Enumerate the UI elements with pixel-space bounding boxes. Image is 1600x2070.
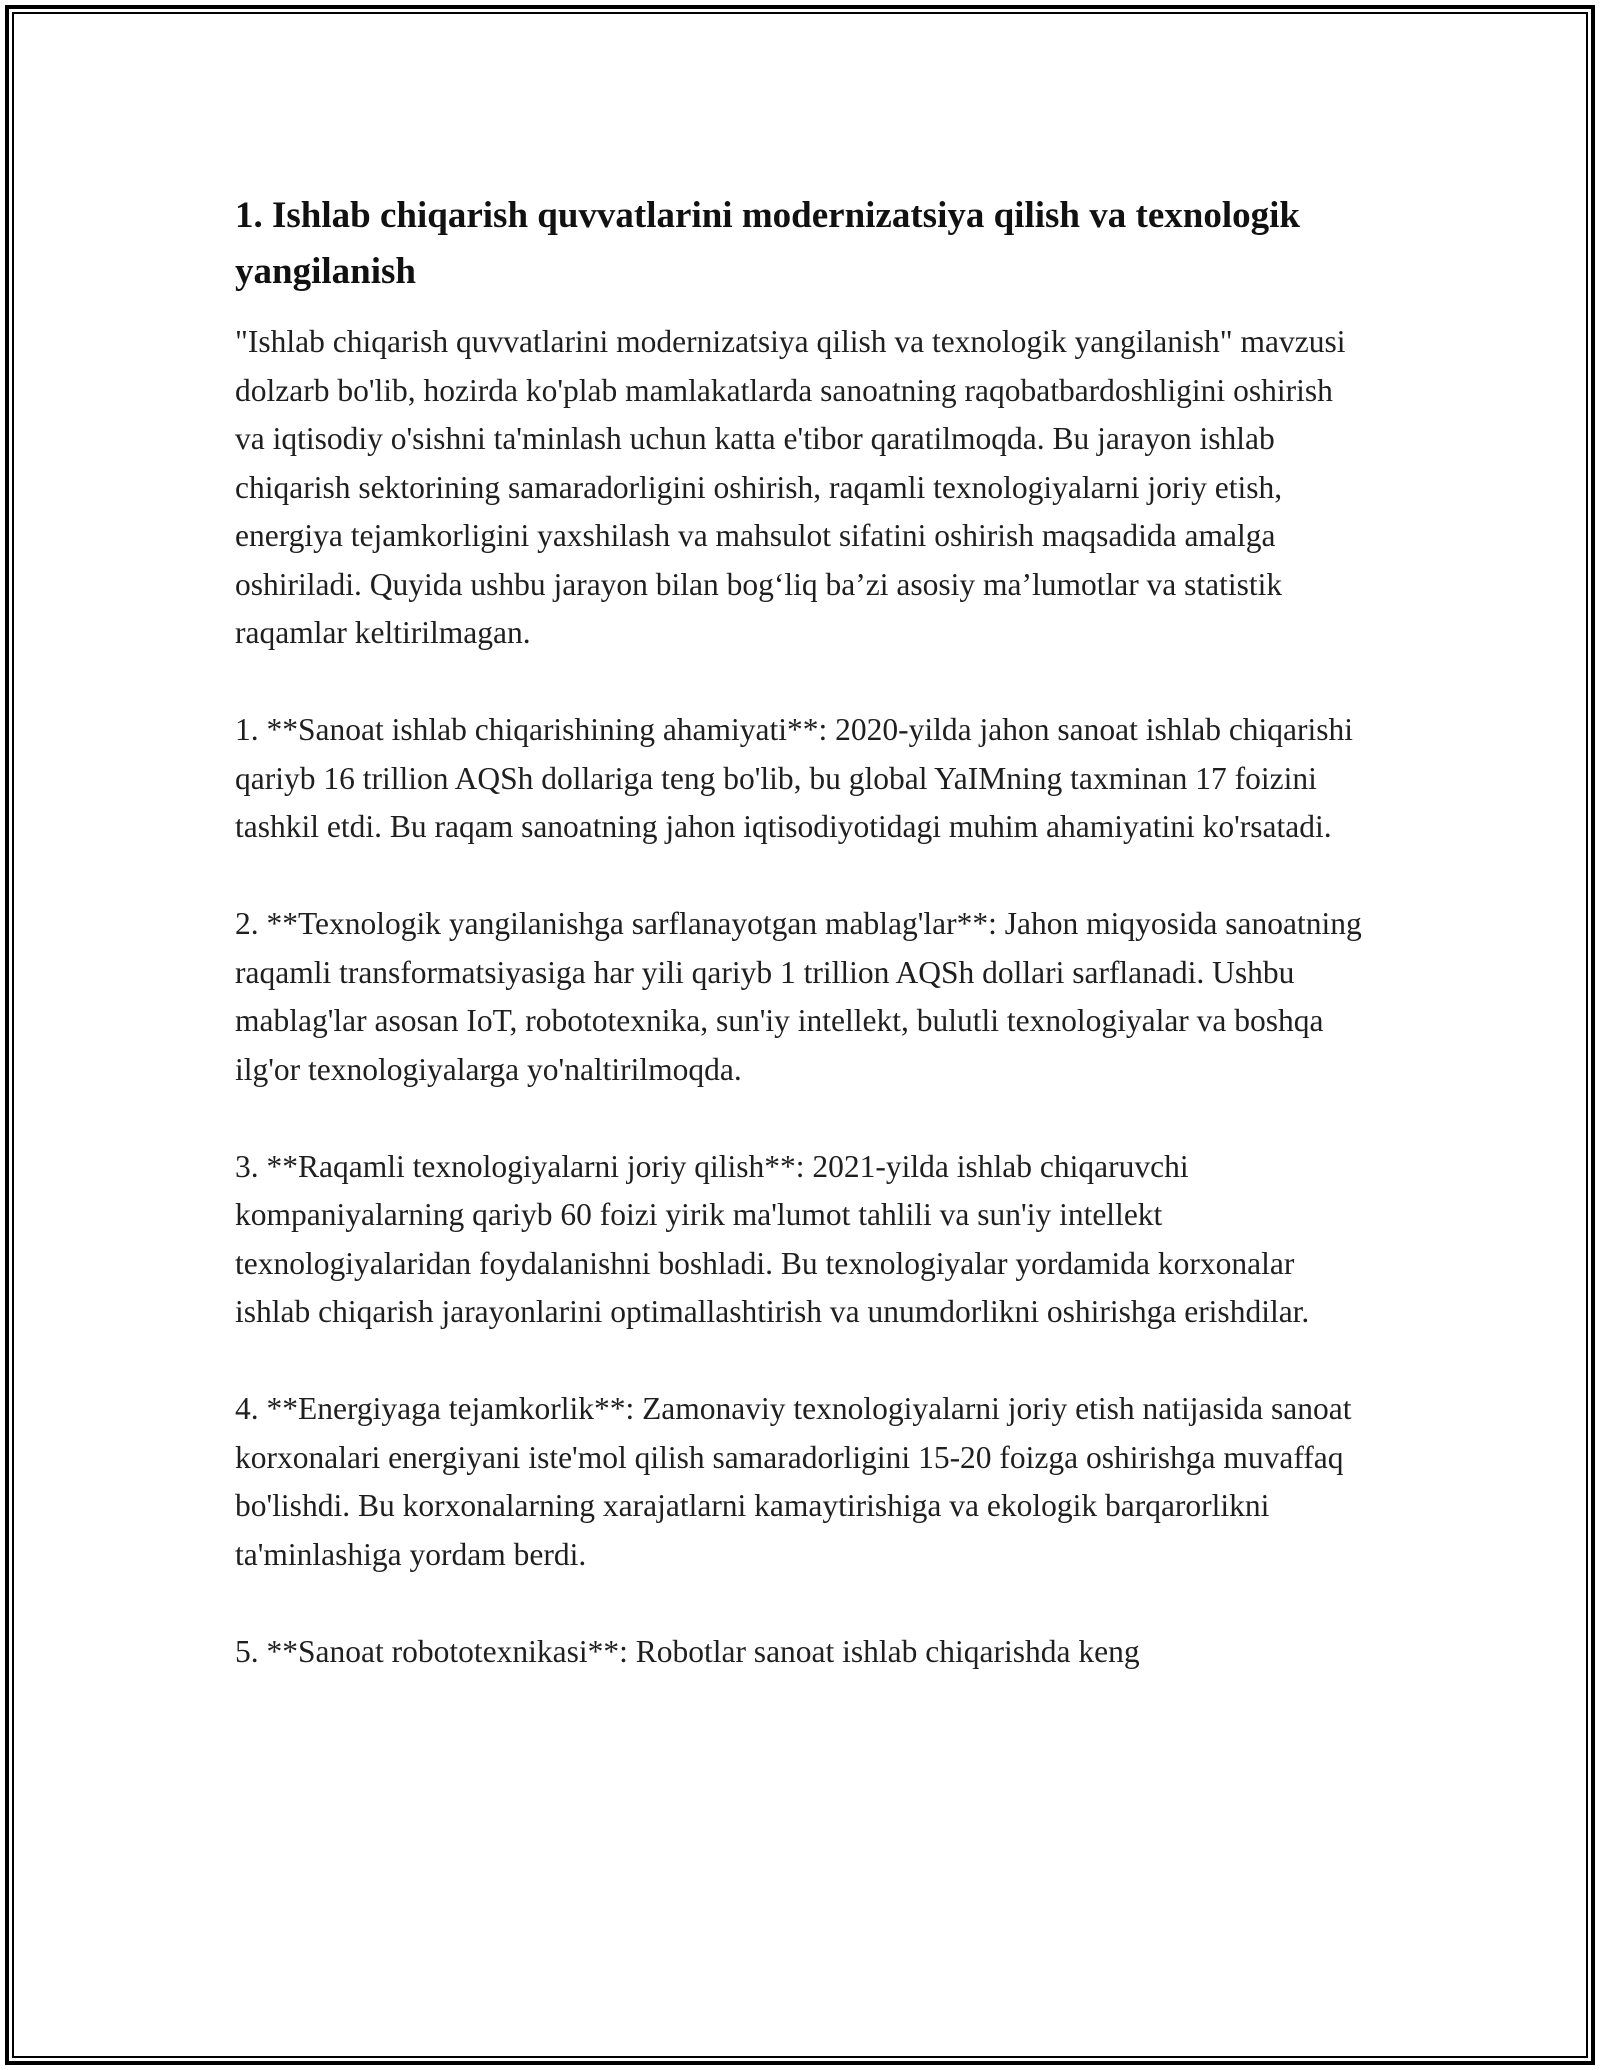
document-body bbox=[235, 188, 1365, 1725]
intro-paragraph: "Ishlab chiqarish quvvatlarini modernizatsiya qilish va texnologik yangilanish" mavzusi dolzarb bo'lib, hozirda ko'plab mamlakatlarda sanoatning raqobatbardoshligini oshirish va iqtisodiy o'sishni ta'minlash uchun katta e'tibor qaratilmoqda. Bu jarayon ishlab chiqarish sektorining samaradorligini oshirish, raqamli texnologiyalarni joriy etish, energiya tejamkorligini yaxshilash va mahsulot sifatini oshirish maqsadida amalga oshiriladi. Quyida ushbu jarayon bilan bog‘liq ba’zi asosiy ma’lumotlar va statistik raqamlar keltirilmagan. bbox=[235, 324, 1346, 650]
list-item-4: 4. **Energiyaga tejamkorlik**: Zamonaviy texnologiyalarni joriy etish natijasida sanoat korxonalari energiyani iste'mol qilish samaradorligini 15-20 foizga oshirishga muvaffaq bo'lishdi. Bu korxonalarning xarajatlarni kamaytirishiga va ekologik barqarorlikni ta'minlashiga yordam berdi. bbox=[235, 1391, 1352, 1572]
list-item-2: 2. **Texnologik yangilanishga sarflanayotgan mablag'lar**: Jahon miqyosida sanoatning raqamli transformatsiyasiga har yili qariyb 1 trillion AQSh dollari sarflanadi. Ushbu mablag'lar asosan IoT, robototexnika, sun'iy intellekt, bulutli texnologiyalar va boshqa ilg'or texnologiyalarga yo'naltirilmoqda. bbox=[235, 906, 1362, 1087]
list-item-5: 5. **Sanoat robototexnikasi**: Robotlar sanoat ishlab chiqarishda keng bbox=[235, 1633, 1140, 1669]
list-item-1: 1. **Sanoat ishlab chiqarishining ahamiyati**: 2020-yilda jahon sanoat ishlab chiqarishi qariyb 16 trillion AQSh dollariga teng bo'lib, bu global YaIMning taxminan 17 foizini tashkil etdi. Bu raqam sanoatning jahon iqtisodiyotidagi muhim ahamiyatini ko'rsatadi. bbox=[235, 712, 1354, 844]
list-item-3: 3. **Raqamli texnologiyalarni joriy qilish**: 2021-yilda ishlab chiqaruvchi kompaniyalarning qariyb 60 foizi yirik ma'lumot tahlili va sun'iy intellekt texnologiyalaridan foydalanishni boshladi. Bu texnologiyalar yordamida korxonalar ishlab chiqarish jarayonlarini optimallashtirish va unumdorlikni oshirishga erishdilar. bbox=[235, 1148, 1310, 1329]
section-heading: 1. Ishlab chiqarish quvvatlarini modernizatsiya qilish va texnologik yangilanish bbox=[235, 195, 1300, 292]
